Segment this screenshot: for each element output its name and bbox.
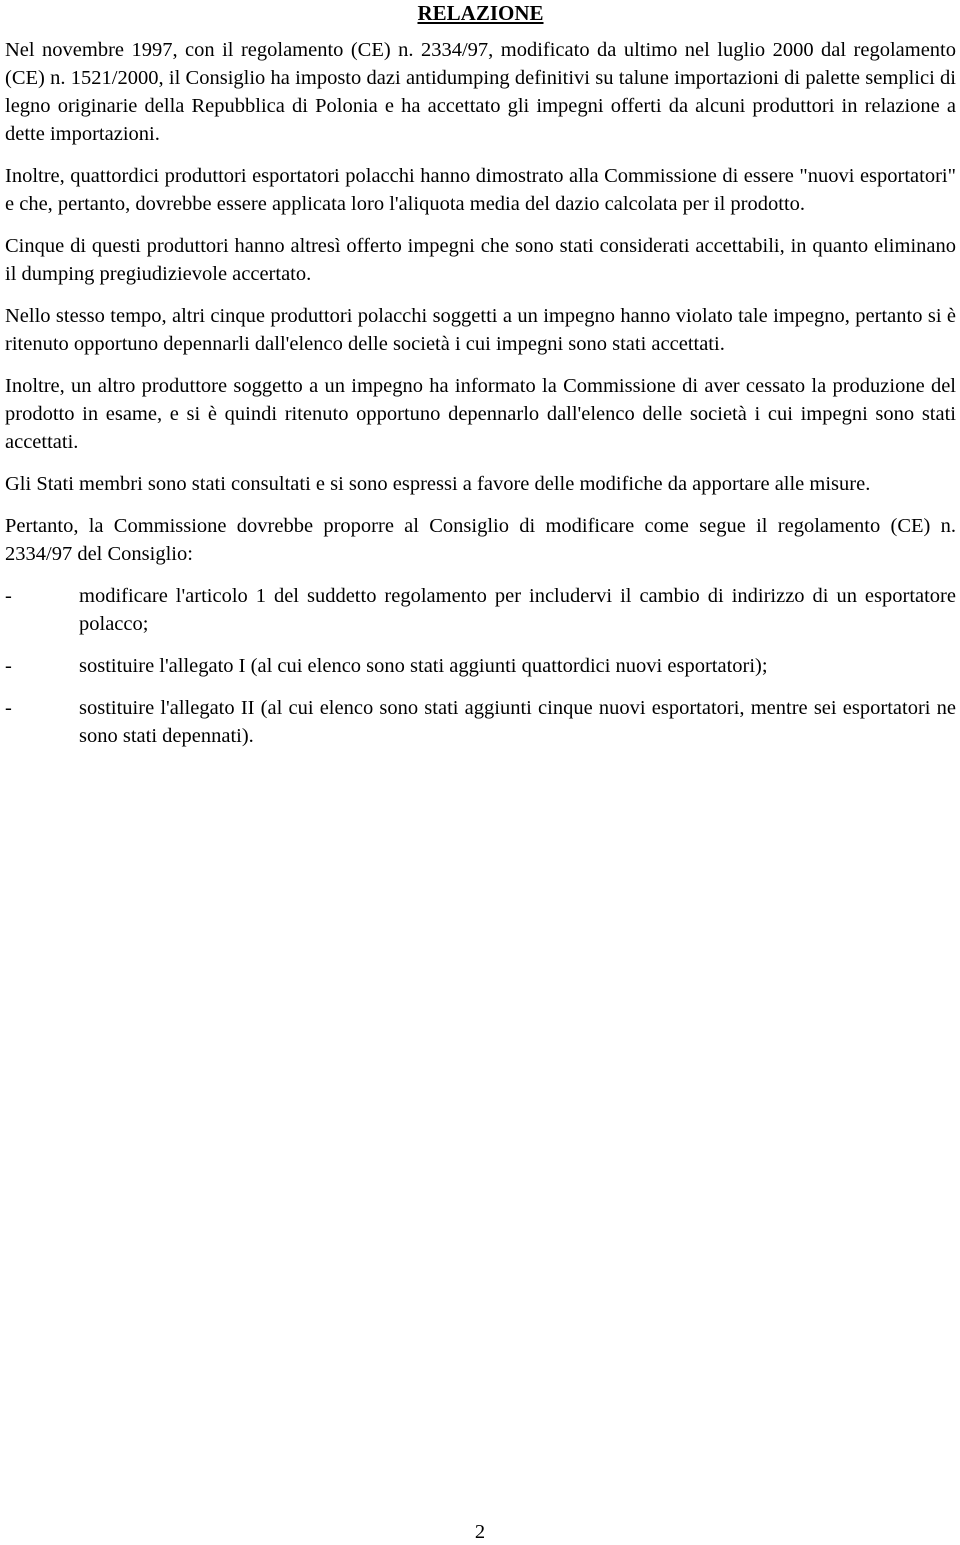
document-page — [5, 0, 956, 764]
paragraph-proposal: Pertanto, la Commissione dovrebbe proporre al Consiglio di modificare come segue il regolamento (CE) n. 2334/97 del Consiglio: — [5, 515, 956, 565]
paragraph-undertakings-offered: Cinque di questi produttori hanno altresì offerto impegni che sono stati considerati accettabili, in quanto eliminano il dumping pregiudizievole accertato. — [5, 235, 956, 285]
list-item — [5, 652, 956, 680]
bullet-dash: - — [5, 655, 12, 677]
paragraph-intro: Nel novembre 1997, con il regolamento (CE) n. 2334/97, modificato da ultimo nel luglio 2000 dal regolamento (CE) n. 1521/2000, il Consiglio ha imposto dazi antidumping definitivi su talune importazioni di palette semplici di legno originarie della Repubblica di Polonia e ha accettato gli impegni offerti da alcuni produttori in relazione a dette importazioni. — [5, 39, 956, 145]
bullet-dash: - — [5, 585, 12, 607]
list-item-text: sostituire l'allegato I (al cui elenco sono stati aggiunti quattordici nuovi esportatori); — [79, 655, 768, 677]
paragraph-production-ceased: Inoltre, un altro produttore soggetto a un impegno ha informato la Commissione di aver cessato la produzione del prodotto in esame, e si è quindi ritenuto opportuno depennarlo dall'elenco delle società i cui impegni sono stati accettati. — [5, 375, 956, 453]
bullet-dash: - — [5, 697, 12, 719]
list-item-text: modificare l'articolo 1 del suddetto regolamento per includervi il cambio di indirizzo di un esportatore polacco; — [79, 585, 956, 635]
list-item — [5, 694, 956, 750]
list-item — [5, 582, 956, 638]
paragraph-violations: Nello stesso tempo, altri cinque produttori polacchi soggetti a un impegno hanno violato tale impegno, pertanto si è ritenuto opportuno depennarli dall'elenco delle società i cui impegni sono stati accettati. — [5, 305, 956, 355]
amendment-list — [5, 582, 956, 750]
paragraph-member-states: Gli Stati membri sono stati consultati e si sono espressi a favore delle modifiche da apportare alle misure. — [5, 473, 871, 495]
document-title: RELAZIONE — [417, 1, 544, 25]
page-number: 2 — [474, 1521, 486, 1543]
list-item-text: sostituire l'allegato II (al cui elenco sono stati aggiunti cinque nuovi esportatori, mentre sei esportatori ne sono stati depennati). — [79, 697, 956, 747]
paragraph-new-exporters: Inoltre, quattordici produttori esportatori polacchi hanno dimostrato alla Commissione di essere "nuovi esportatori" e che, pertanto, dovrebbe essere applicata loro l'aliquota media del dazio calcolata per il prodotto. — [5, 165, 956, 215]
